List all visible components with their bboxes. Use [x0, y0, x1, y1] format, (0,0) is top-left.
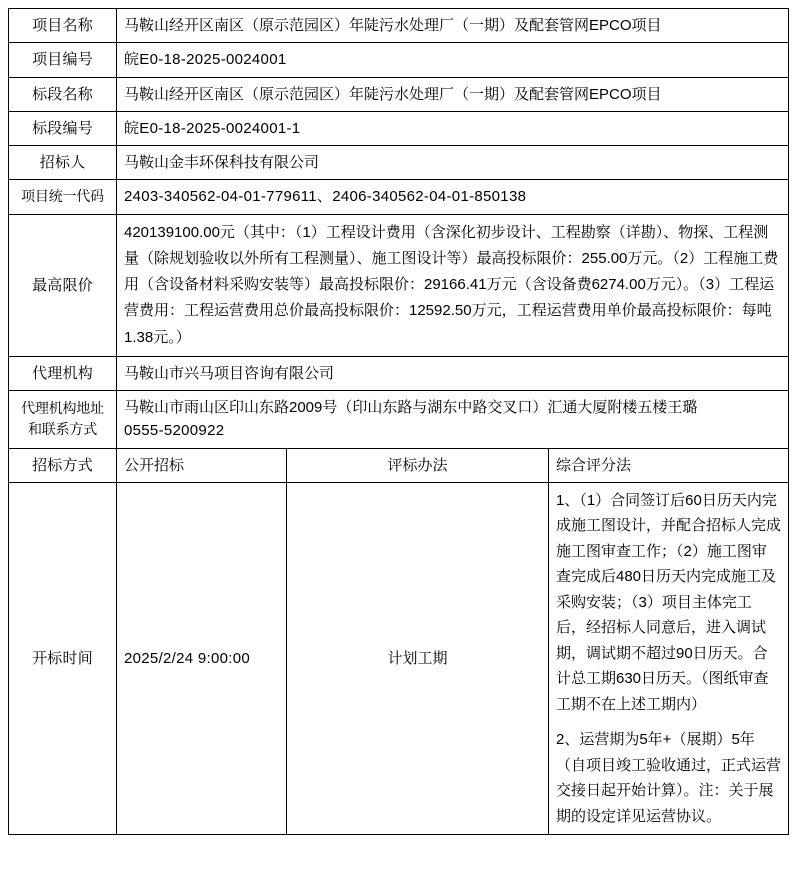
- row-label-max-price: 最高限价: [9, 214, 117, 356]
- row-value-section-name: 马鞍山经开区南区（原示范园区）年陡污水处理厂（一期）及配套管网EPCO项目: [117, 77, 789, 111]
- row-value-project-number: 皖E0-18-2025-0024001: [117, 43, 789, 77]
- row-label-bid-method: 招标方式: [9, 448, 117, 482]
- agency-phone: 0555-5200922: [124, 422, 225, 440]
- row-value-agency: 马鞍山市兴马项目咨询有限公司: [117, 356, 789, 390]
- table-row-agency: [9, 356, 789, 390]
- row-value-open-time: 2025/2/24 9:00:00: [117, 482, 287, 835]
- row-value-project-name: 马鞍山经开区南区（原示范园区）年陡污水处理厂（一期）及配套管网EPCO项目: [117, 9, 789, 43]
- table-row-agency-contact: [9, 391, 789, 449]
- row-value-agency-contact: [117, 391, 789, 449]
- table-row-open-time: [9, 482, 789, 835]
- row-label-agency: 代理机构: [9, 356, 117, 390]
- row-value-eval-method: 综合评分法: [549, 448, 789, 482]
- row-value-max-price: 420139100.00元（其中：（1）工程设计费用（含深化初步设计、工程勘察（详勘）、物探、工程测量（除规划验收以外所有工程测量）、施工图设计等）最高投标限价：255.00万元。（2）工程施工费用（含设备材料采购安装等）最高投标限价：29166.41万元（含设备费6274.00万元）。（3）工程运营费用：工程运营费用总价最高投标限价：12592.50万元，工程运营费用单价最高投标限价：每吨1.38元。）: [117, 214, 789, 356]
- row-label-section-name: 标段名称: [9, 77, 117, 111]
- row-label-agency-contact-line2: 和联系方式: [28, 421, 97, 438]
- table-row-project-number: [9, 43, 789, 77]
- row-label-eval-method: 评标办法: [287, 448, 549, 482]
- row-label-unified-code: 项目统一代码: [9, 180, 117, 214]
- row-label-tenderee: 招标人: [9, 146, 117, 180]
- schedule-paragraph-2: 2、运营期为5年+（展期）5年（自项目竣工验收通过，正式运营交接日起开始计算）。注：关于展期的设定详见运营协议。: [556, 731, 782, 825]
- row-label-agency-contact-line1: 代理机构地址: [21, 399, 104, 416]
- row-value-unified-code: 2403-340562-04-01-779611、2406-340562-04-01-850138: [117, 180, 789, 214]
- row-value-bid-method: 公开招标: [117, 448, 287, 482]
- row-label-project-number: 项目编号: [9, 43, 117, 77]
- table-row-unified-code: [9, 180, 789, 214]
- table-row-section-number: [9, 111, 789, 145]
- row-label-agency-contact: [9, 391, 117, 449]
- schedule-paragraph-1: 1、（1）合同签订后60日历天内完成施工图设计，并配合招标人完成施工图审查工作；（2）施工图审查完成后480日历天内完成施工及采购安装；（3）项目主体完工后，经招标人同意后，进入调试期，调试期不超过90日历天。合计总工期630日历天。（图纸审查工期不在上述工期内）: [556, 491, 782, 713]
- table-row-tenderee: [9, 146, 789, 180]
- table-row-max-price: [9, 214, 789, 356]
- row-value-schedule: [549, 482, 789, 835]
- table-row-bid-method: [9, 448, 789, 482]
- row-label-open-time: 开标时间: [9, 482, 117, 835]
- row-label-schedule: 计划工期: [287, 482, 549, 835]
- agency-address: 马鞍山市雨山区印山东路2009号（印山东路与湖东中路交叉口）汇通大厦附楼五楼王璐: [124, 399, 698, 416]
- table-row-section-name: [9, 77, 789, 111]
- row-value-tenderee: 马鞍山金丰环保科技有限公司: [117, 146, 789, 180]
- row-label-section-number: 标段编号: [9, 111, 117, 145]
- bid-info-table: [8, 8, 789, 835]
- table-row-project-name: [9, 9, 789, 43]
- row-value-section-number: 皖E0-18-2025-0024001-1: [117, 111, 789, 145]
- row-label-project-name: 项目名称: [9, 9, 117, 43]
